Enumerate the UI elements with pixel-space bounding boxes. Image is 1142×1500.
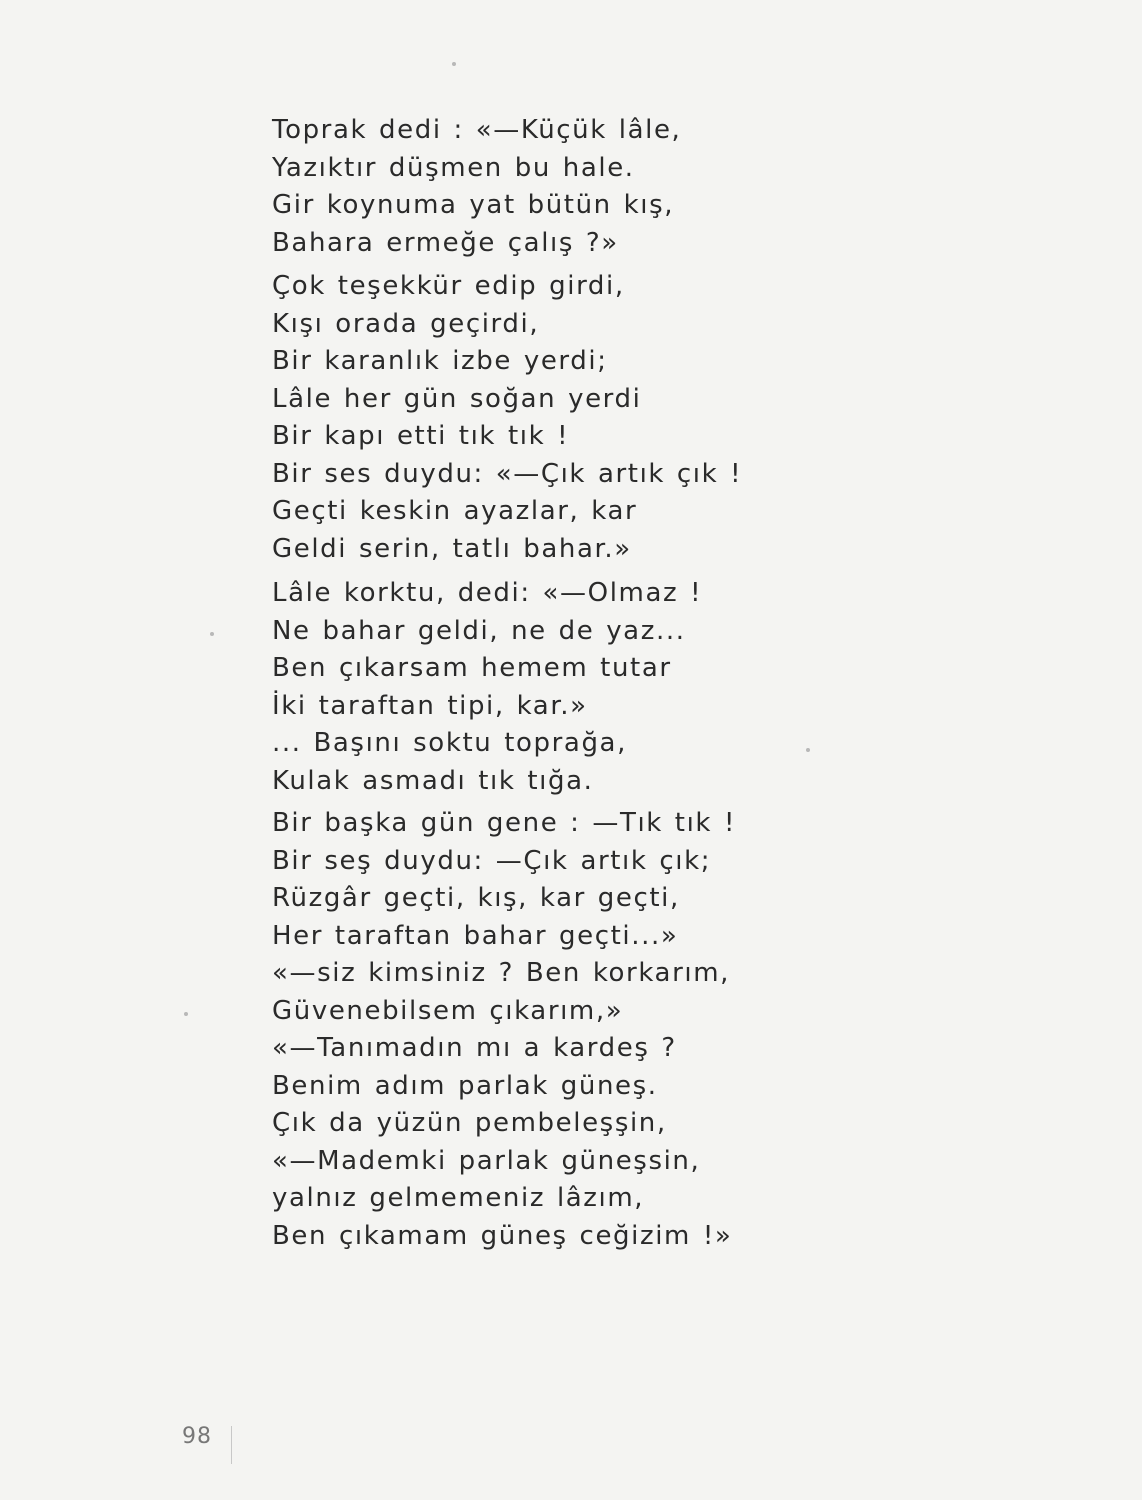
- poem-line: Ne bahar geldi, ne de yaz...: [272, 615, 686, 646]
- poem-line: Kışı orada geçirdi,: [272, 308, 540, 339]
- paper-speck: [806, 748, 810, 752]
- poem-line: Bir kapı etti tık tık !: [272, 421, 570, 451]
- poem-line: «—siz kimsiniz ? Ben korkarım,: [272, 958, 730, 988]
- poem-line: Güvenebilsem çıkarım,»: [272, 995, 624, 1026]
- poem-line: Yazıktır düşmen bu hale.: [272, 152, 635, 183]
- poem-line: yalnız gelmemeniz lâzım,: [272, 1183, 645, 1213]
- poem-line: Bir başka gün gene : —Tık tık !: [272, 808, 736, 838]
- paper-speck: [210, 632, 214, 636]
- poem-line: ... Başını soktu toprağa,: [272, 728, 627, 758]
- poem-line: Çok teşekkür edip girdi,: [272, 271, 625, 301]
- poem-line: «—Mademki parlak güneşsin,: [272, 1145, 701, 1176]
- paper-speck: [184, 1012, 188, 1016]
- poem-line: Bir seş duydu: —Çık artık çık;: [272, 845, 712, 876]
- poem-line: Toprak dedi : «—Küçük lâle,: [272, 115, 682, 145]
- poem-line: Geldi serin, tatlı bahar.»: [272, 533, 632, 564]
- poem-line: Çık da yüzün pembeleşşin,: [272, 1108, 667, 1138]
- paper-speck: [452, 62, 456, 66]
- poem-line: Gir koynuma yat bütün kış,: [272, 190, 675, 220]
- poem-body: [272, 112, 832, 1255]
- poem-line: Her taraftan bahar geçti...»: [272, 920, 679, 951]
- stanza-3: [272, 575, 832, 800]
- gutter-mark: [231, 1426, 232, 1464]
- poem-line: İki taraftan tipi, kar.»: [272, 690, 588, 721]
- poem-line: Lâle her gün soğan yerdi: [272, 383, 642, 414]
- poem-line: Bir ses duydu: «—Çık artık çık !: [272, 458, 743, 489]
- poem-line: Geçti keskin ayazlar, kar: [272, 496, 638, 526]
- stanza-4: [272, 805, 832, 1255]
- poem-line: Lâle korktu, dedi: «—Olmaz !: [272, 578, 703, 608]
- poem-line: Rüzgâr geçti, kış, kar geçti,: [272, 883, 680, 913]
- poem-line: Bahara ermeğe çalış ?»: [272, 227, 619, 258]
- page-number: 98: [182, 1424, 212, 1449]
- poem-line: Benim adım parlak güneş.: [272, 1070, 658, 1101]
- poem-line: Ben çıkarsam hemem tutar: [272, 653, 672, 683]
- poem-line: Bir karanlık izbe yerdi;: [272, 346, 608, 376]
- stanza-1: [272, 112, 832, 262]
- poem-line: Kulak asmadı tık tığa.: [272, 765, 594, 796]
- poem-line: Ben çıkamam güneş ceğizim !»: [272, 1220, 733, 1251]
- stanza-2: [272, 268, 832, 568]
- poem-line: «—Tanımadın mı a kardeş ?: [272, 1033, 677, 1063]
